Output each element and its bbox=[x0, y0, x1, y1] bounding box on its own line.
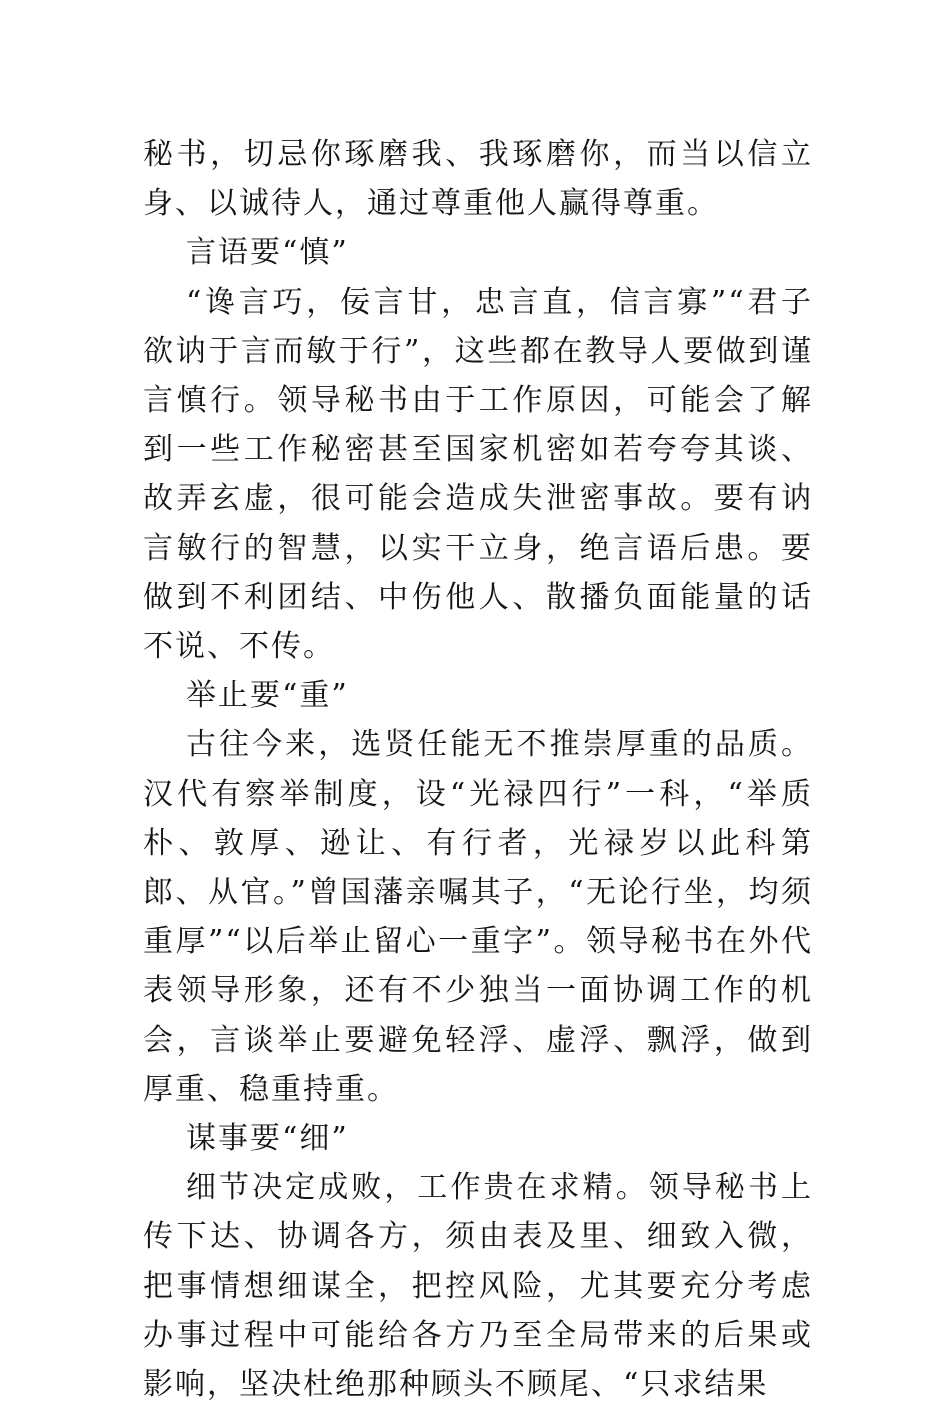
paragraph-planning: 细节决定成败，工作贵在求精。领导秘书上传下达、协调各方，须由表及里、细致入微，把事情想细谋全，把控风险，尤其要充分考虑办事过程中可能给各方乃至全局带来的后果或影响，坚决杜绝那种顾头不顾尾、“只求结果 bbox=[143, 1170, 813, 1403]
paragraph-conduct: 古往今来，选贤任能无不推崇厚重的品质。汉代有察举制度，设“光禄四行”一科，“举质朴、敦厚、逊让、有行者，光禄岁以此科第郎、从官。”曾国藩亲嘱其子，“无论行坐，均须重厚”“以后举止留心一重字”。领导秘书在外代表领导形象，还有不少独当一面协调工作的机会，言谈举止要避免轻浮、虚浮、飘浮，做到厚重、稳重持重。 bbox=[143, 727, 813, 1107]
paragraph-speech: “谗言巧，佞言甘，忠言直，信言寡”“君子欲讷于言而敏于行”，这些都在教导人要做到谨言慎行。领导秘书由于工作原因，可能会了解到一些工作秘密甚至国家机密如若夸夸其谈、故弄玄虚，很可能会造成失泄密事故。要有讷言敏行的智慧，以实干立身，绝言语后患。要做到不利团结、中伤他人、散播负面能量的话不说、不传。 bbox=[143, 284, 813, 665]
section-heading-planning: 谋事要“细” bbox=[186, 1121, 349, 1157]
section-heading-speech: 言语要“慎” bbox=[186, 235, 349, 271]
document-body bbox=[143, 130, 813, 1409]
paragraph-continued: 秘书，切忌你琢磨我、我琢磨你，而当以信立身、以诚待人，通过尊重他人赢得尊重。 bbox=[143, 137, 813, 222]
section-heading-conduct: 举止要“重” bbox=[186, 678, 349, 714]
